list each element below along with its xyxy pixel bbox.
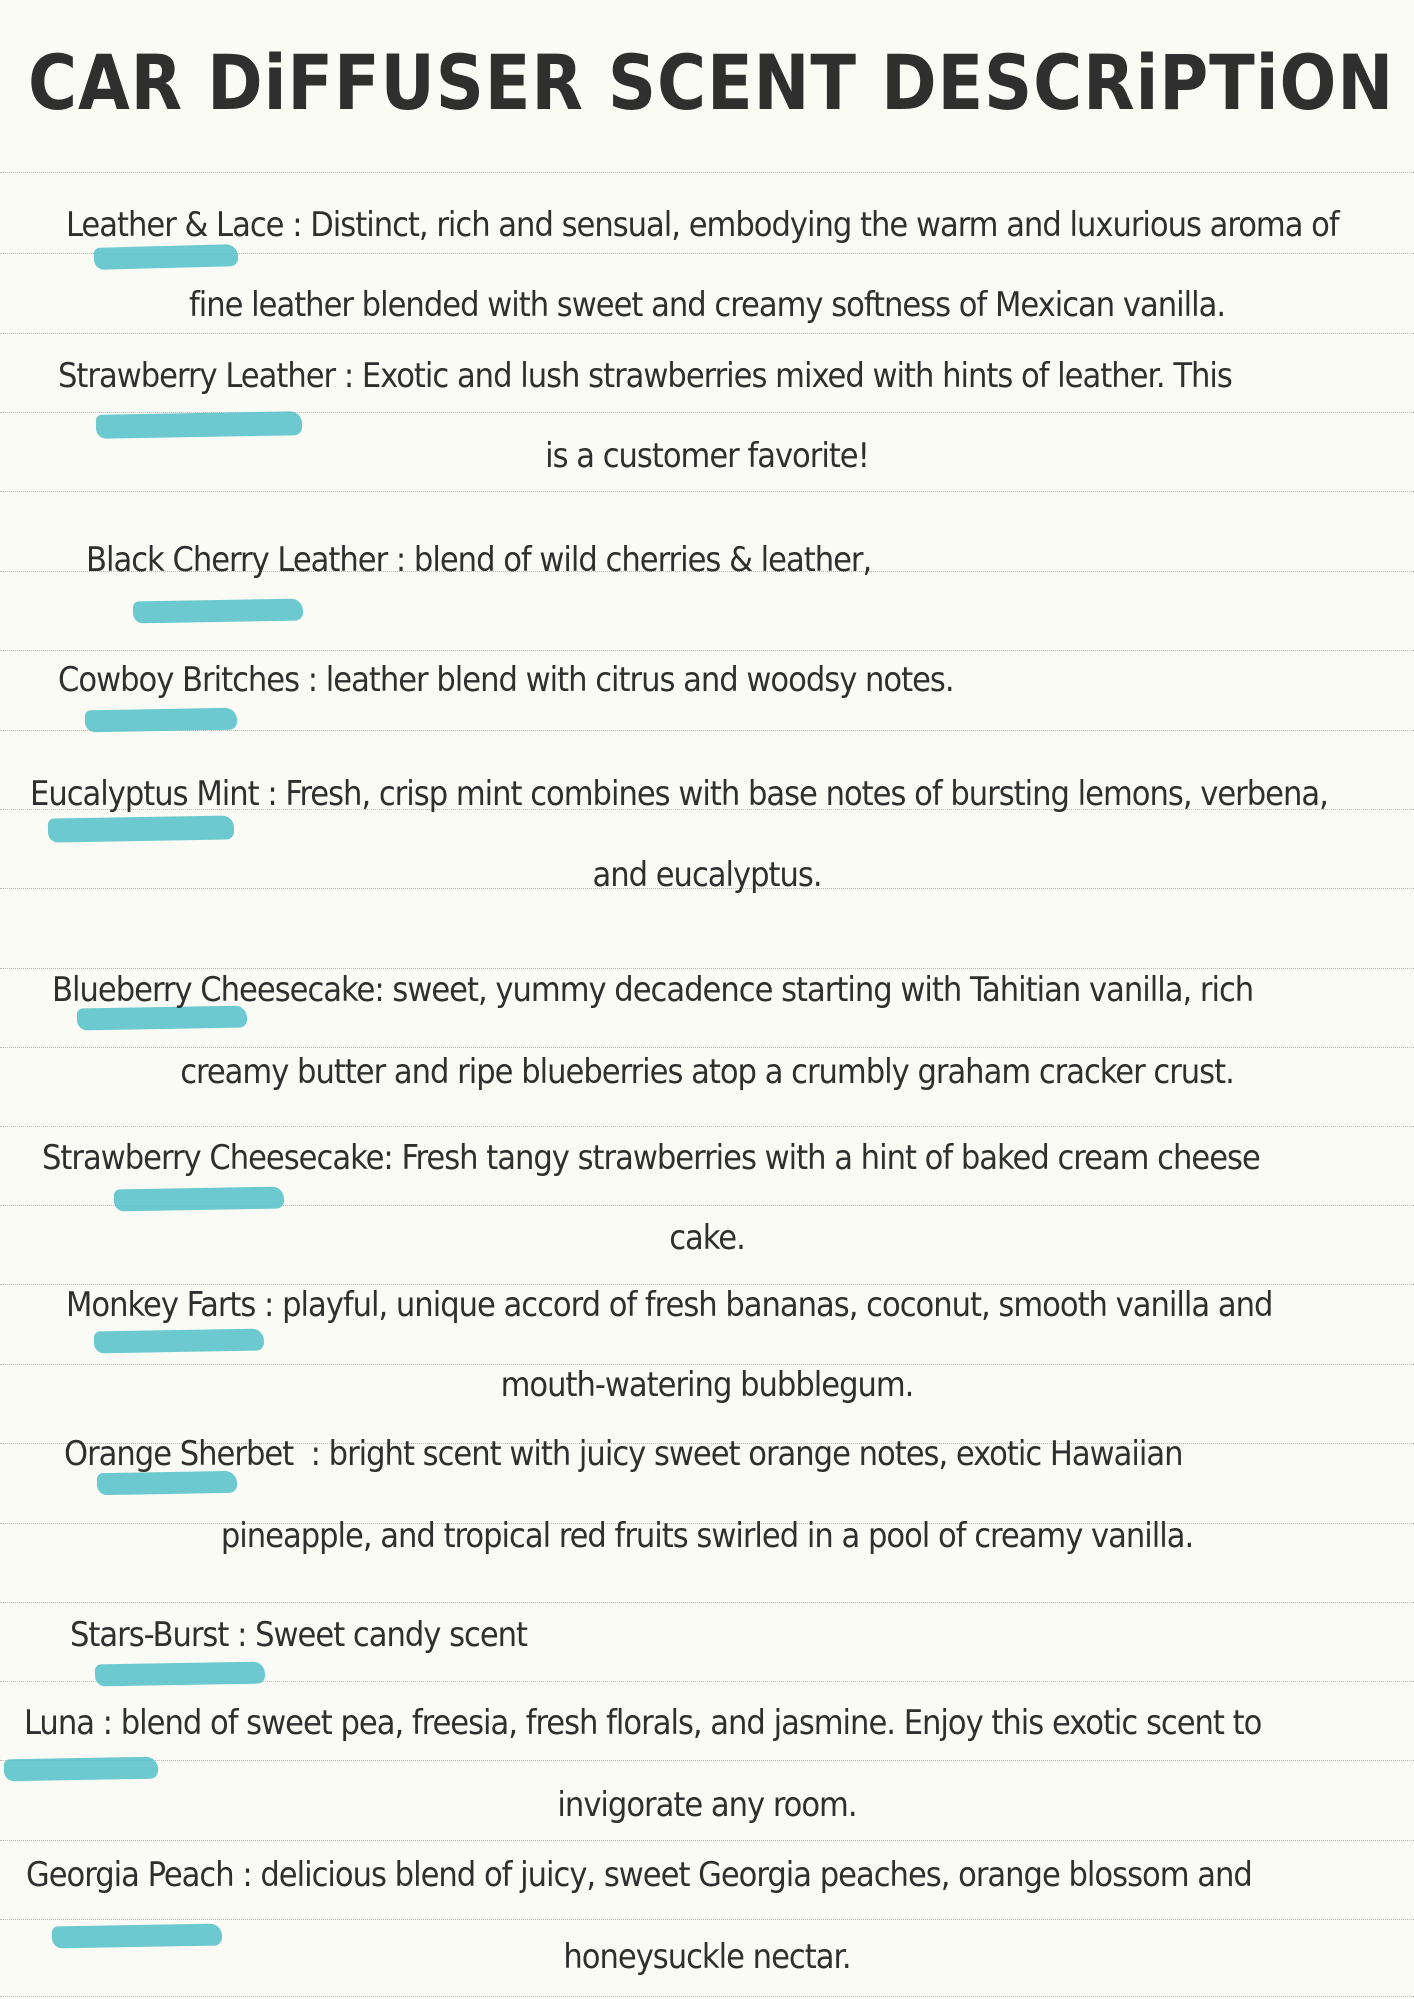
scent-separator: : — [387, 540, 414, 580]
scent-description-continued: mouth-watering bubblegum. — [500, 1365, 914, 1405]
ruled-line — [0, 1760, 1414, 1761]
ruled-line — [0, 1602, 1414, 1603]
scent-description: blend of wild cherries & leather, — [413, 540, 872, 580]
scent-name: Eucalyptus Mint — [30, 774, 259, 814]
scent-description-continued: and eucalyptus. — [592, 855, 822, 895]
scent-separator: : — [299, 660, 326, 700]
scent-name: Georgia Peach — [26, 1855, 234, 1895]
scent-line — [52, 970, 1253, 1010]
scent-description-continued: is a customer favorite! — [545, 436, 869, 476]
scent-name: Strawberry Cheesecake — [42, 1138, 384, 1178]
scent-description-continued: honeysuckle nectar. — [563, 1937, 851, 1977]
scent-description-continued: cake. — [669, 1218, 745, 1258]
scent-separator: : — [283, 205, 311, 245]
scent-line — [58, 356, 1232, 396]
scent-line — [64, 1434, 1183, 1474]
scent-line — [66, 1285, 1272, 1325]
highlight-mark — [96, 411, 302, 439]
ruled-line — [0, 1126, 1414, 1127]
highlight-mark — [97, 1471, 237, 1495]
scent-description: blend of sweet pea, freesia, fresh florals, and jasmine. Enjoy this exotic scent to — [120, 1703, 1262, 1743]
scent-separator: : — [258, 774, 286, 814]
scent-separator: : — [228, 1615, 256, 1655]
ruled-line — [0, 968, 1414, 969]
scent-line — [42, 1138, 1260, 1178]
scent-line — [86, 540, 871, 580]
ruled-line — [0, 1996, 1414, 1997]
scent-name: Stars-Burst — [70, 1615, 229, 1655]
scent-separator: : — [255, 1285, 283, 1325]
scent-description: leather blend with citrus and woodsy notes. — [325, 660, 954, 700]
page-title: CAR DiFFUSER SCENT DESCRiPTiON — [28, 38, 1395, 127]
scent-description-continued: invigorate any room. — [557, 1785, 857, 1825]
scent-separator: : — [383, 1138, 402, 1178]
scent-separator: : — [293, 1434, 329, 1474]
scent-description-continued: fine leather blended with sweet and creamy softness of Mexican vanilla. — [188, 285, 1226, 325]
scent-separator: : — [233, 1855, 261, 1895]
ruled-line — [0, 1919, 1414, 1920]
scent-line — [26, 1855, 1252, 1895]
ruled-line — [0, 172, 1414, 173]
highlight-mark — [85, 708, 237, 733]
scent-name: Blueberry Cheesecake — [52, 970, 375, 1010]
ruled-line — [0, 1047, 1414, 1048]
scent-description: playful, unique accord of fresh bananas, coconut, smooth vanilla and — [282, 1285, 1273, 1325]
scent-line — [24, 1703, 1261, 1743]
scent-name: Cowboy Britches — [58, 660, 300, 700]
scent-description-continued: pineapple, and tropical red fruits swirled in a pool of creamy vanilla. — [220, 1516, 1194, 1556]
ruled-line — [0, 491, 1414, 492]
highlight-mark — [94, 1329, 264, 1354]
scent-name: Leather & Lace — [66, 205, 284, 245]
scent-name: Orange Sherbet — [64, 1434, 294, 1474]
scent-description: Fresh, crisp mint combines with base notes of bursting lemons, verbena, — [285, 774, 1328, 814]
scent-description: sweet, yummy decadence starting with Tahitian vanilla, rich — [392, 970, 1254, 1010]
scent-description: Sweet candy scent — [255, 1615, 528, 1655]
scent-line — [30, 774, 1328, 814]
highlight-mark — [95, 1662, 265, 1687]
scent-line — [66, 205, 1339, 245]
scent-line — [70, 1615, 527, 1655]
highlight-mark — [48, 815, 234, 842]
highlight-mark — [94, 244, 239, 270]
scent-description: Exotic and lush strawberries mixed with hints of leather. This — [361, 356, 1232, 396]
highlight-mark — [114, 1187, 284, 1212]
scent-description-continued: creamy butter and ripe blueberries atop a crumbly graham cracker crust. — [180, 1052, 1234, 1092]
scent-name: Black Cherry Leather — [86, 540, 388, 580]
ruled-line — [0, 730, 1414, 731]
scent-line — [58, 660, 954, 700]
scent-separator: : — [374, 970, 393, 1010]
ruled-line — [0, 1840, 1414, 1841]
scent-description: Fresh tangy strawberries with a hint of baked cream cheese — [401, 1138, 1260, 1178]
highlight-mark — [133, 599, 303, 624]
scent-description: bright scent with juicy sweet orange notes, exotic Hawaiian — [328, 1434, 1183, 1474]
scent-name: Monkey Farts — [66, 1285, 256, 1325]
scent-description: Distinct, rich and sensual, embodying the warm and luxurious aroma of — [310, 205, 1339, 245]
scent-separator: : — [335, 356, 362, 396]
scent-name: Luna — [24, 1703, 94, 1743]
scent-name: Strawberry Leather — [58, 356, 336, 396]
ruled-line — [0, 650, 1414, 651]
highlight-mark — [4, 1757, 158, 1782]
scent-separator: : — [93, 1703, 121, 1743]
scent-description: delicious blend of juicy, sweet Georgia peaches, orange blossom and — [260, 1855, 1252, 1895]
ruled-line — [0, 333, 1414, 334]
